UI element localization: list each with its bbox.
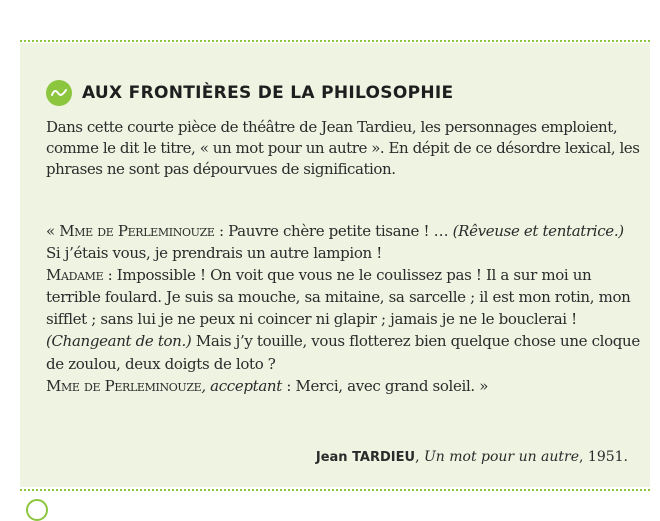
bottom-dotted-divider [20,489,650,491]
source-year: , 1951. [579,449,628,465]
source-citation [316,449,628,465]
dialogue-line: : Pauvre chère petite tisane ! … [214,222,453,240]
source-author: Jean TARDIEU [315,450,416,465]
intro-paragraph: Dans cette courte pièce de théâtre de Jean Tardieu, les personnages emploient, comme le dit le titre, « un mot pour un autre ». En dépit de ce désordre lexical, les phrases ne sont pas dépourvues de signification. [46,118,640,178]
dialogue-line: : Impossible ! On voit que vous ne le coulissez pas ! Il a sur moi un terrible foulard. Je suis sa mouche, sa mitaine, sa sarcelle ; il est mon rotin, mon sifflet ; sans lui je ne peux ni coincer ni glapir ; jamais je ne le bouclerai ! [46,266,631,329]
box-header [46,80,453,106]
speaker-madame: Madame [46,266,104,285]
dialogue-line: : Merci, avec grand soleil. » [281,376,489,395]
stage-direction: , acceptant [201,376,282,395]
dialogue-line: Mais j’y touille, vous flotterez bien quelque chose une cloque de zoulou, deux doigts de loto ? [46,332,640,373]
dialogue-line: Si j’étais vous, je prendrais un autre lampion ! [46,244,382,263]
quote-open: « [46,222,60,240]
stage-direction: (Rêveuse et tentatrice.) [452,222,624,240]
source-separator: , [415,449,424,465]
speaker-perleminouze: Mme de Perleminouze [59,222,215,240]
source-work: Un mot pour un autre [423,449,580,465]
play-excerpt [46,220,642,397]
wavy-line-icon [46,80,72,106]
next-section-icon [26,499,48,521]
stage-direction: (Changeant de ton.) [46,332,192,351]
speaker-perleminouze: Mme de Perleminouze [46,376,202,395]
box-title: AUX FRONTIÈRES DE LA PHILOSOPHIE [82,83,454,103]
top-dotted-divider [20,40,650,42]
